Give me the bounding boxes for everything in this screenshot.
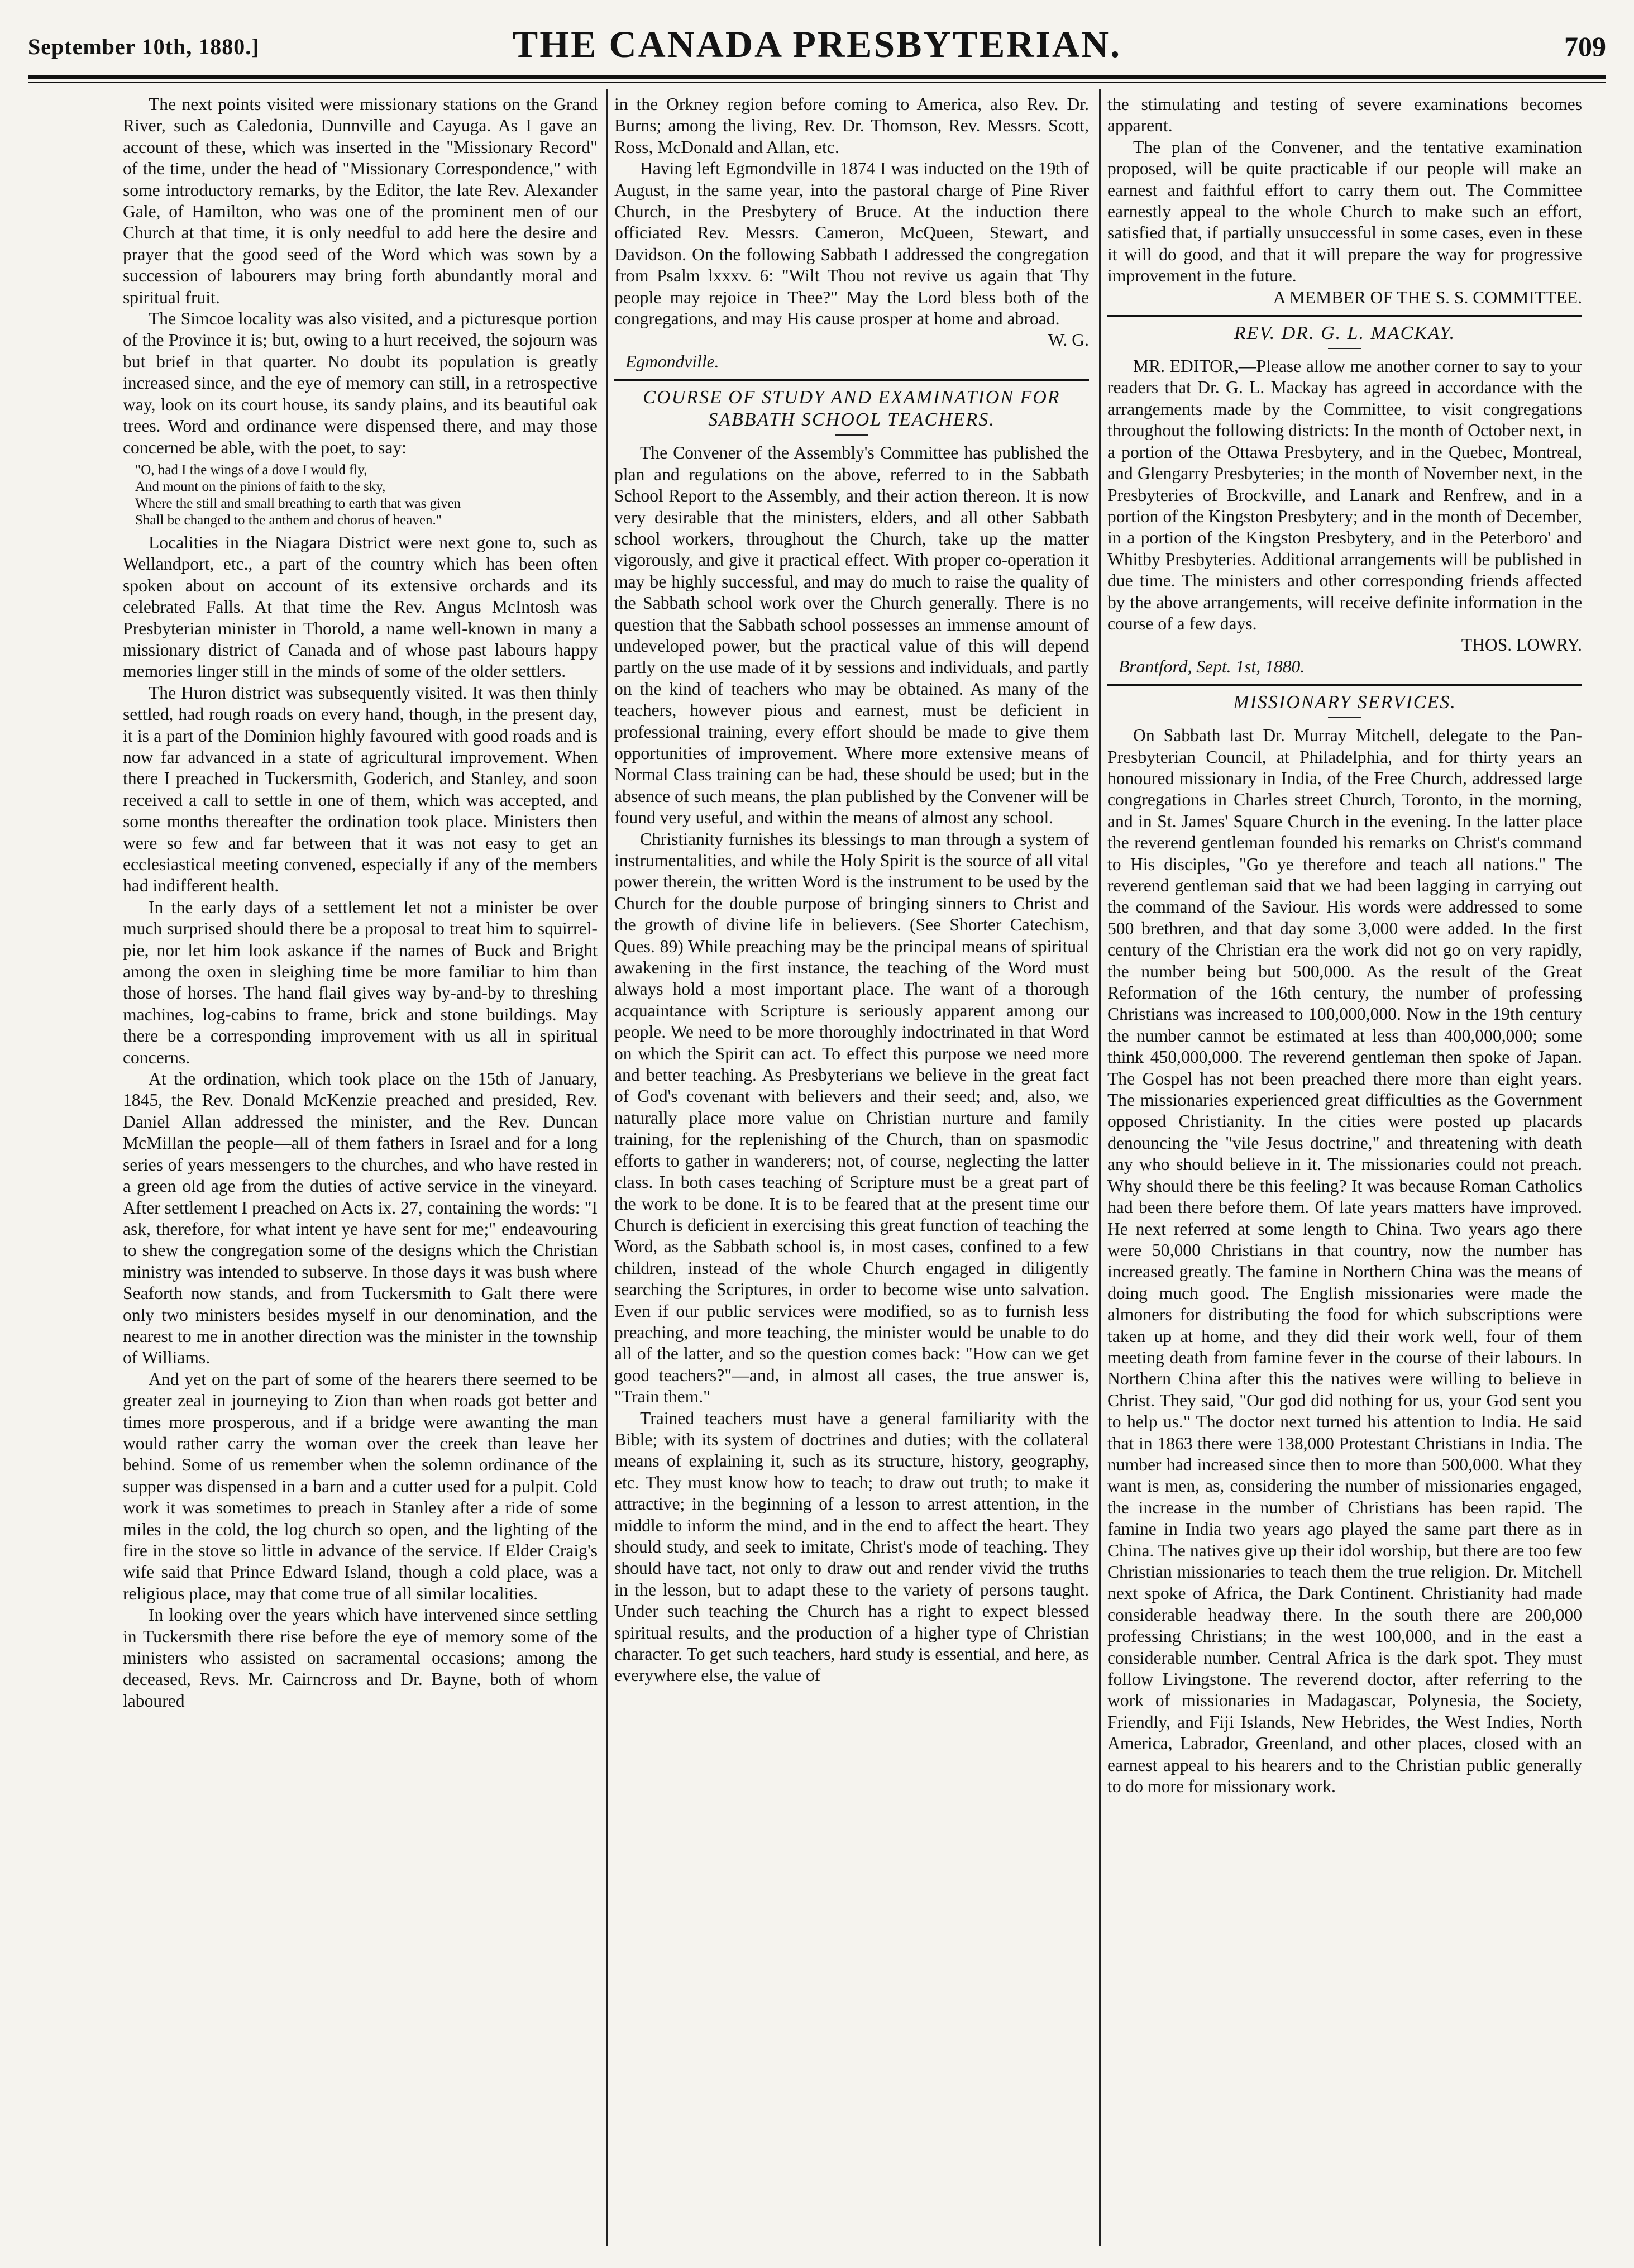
poem-line: Shall be changed to the anthem and chorus of heaven." xyxy=(135,512,442,528)
title-dash xyxy=(1328,717,1361,718)
section-rule xyxy=(614,379,1089,381)
paragraph: The next points visited were missionary stations on the Grand River, such as Caledonia, Dunnville and Cayuga. As I gave an account of these, which was inserted in the "Missionary Record" of the time, under the head of "Missionary Correspondence," with some introductory remarks, by the Editor, the late Rev. Alexander Gale, of Hamilton, who was one of the prominent men of our Church at that time, it is only needful to add here the desire and prayer that the good seed of the Word which was sown by a succession of labourers may bring forth abundantly moral and spiritual fruit. xyxy=(123,94,598,307)
publication-title: THE CANADA PRESBYTERIAN. xyxy=(512,23,1122,65)
paragraph: The plan of the Convener, and the tentative examination proposed, will be quite practicable if our people will make an earnest and faithful effort to carry them out. The Committee earnestly appeal to the whole Church to make such an effort, satisfied that, if partially unsuccessful in some cases, even in these it will do good, and that it will prepare the way for progressive improvement in the future. xyxy=(1107,137,1582,286)
paragraph: On Sabbath last Dr. Murray Mitchell, delegate to the Pan-Presbyterian Council, at Philadelphia, and for thirty years an honoured missionary in India, of the Free Church, addressed large congregations in Charles street Church, Toronto, in the morning, and in St. James' Square Church in the evening. In the latter place the reverend gentleman founded his remarks on Christ's command to His disciples, "Go ye therefore and teach all nations." The reverend gentleman said that we had been lagging in carrying out the command of the Saviour. His words were addressed to some 500 brethren, and that day some 3,000 were added. In the first century of the Christian era the work did not go on very rapidly, the number being but 500,000. As the result of the Great Reformation of the 16th century, the number of professing Christians was increased to 100,000,000. Now in the 19th century the number cannot be estimated at less than 400,000,000; some think 450,000,000. The reverend gentleman then spoke of Japan. The Gospel has not been preached there more than eight years. The missionaries experienced great difficulties as the Government opposed Christianity. In the cities were posted up placards denouncing the "vile Jesus doctrine," and threatening with death any who should believe in it. The missionaries could not preach. Why should there be this feeling? It was because Roman Catholics had been there before them. Of late years matters have improved. He next referred at some length to China. Two years ago there were 50,000 Christians in that country, now the number has increased greatly. The famine in Northern China was the means of doing much good. The English missionaries were made the almoners for distributing the food for which subscriptions were taken up at home, and they did their work well, four of them meeting death from famine fever in the course of their labours. In Northern China after this the natives were willing to believe in Christ. They said, "Our god did nothing for us, your God sent you to help us." The doctor next turned his attention to India. He said that in 1863 there were 138,000 Protestant Christians in India. The number had increased since then to more than 500,000. What they want is men, as, considering the number of missionaries engaged, the increase in the number of Christians has been rapid. The famine in India two years ago played the same part there as in China. The natives give up their idol worship, but there are too few Christian missionaries to teach them the true religion. Dr. Mitchell next spoke of Africa, the Dark Continent. Christianity had made considerable headway there. In the south there are 200,000 professing Christians; in the west 100,000, and in the east a considerable number. Central Africa is the dark spot. They must follow Livingstone. The reverend doctor, after referring to the work of missionaries in Madagascar, Polynesia, the Society, Friendly, and Fiji Islands, New Hebrides, the West Indies, North America, Labrador, Greenland, and other places, closed with an earnest appeal to his hearers and to the Christian public generally to do more for missionary work. xyxy=(1107,725,1582,1797)
paragraph: in the Orkney region before coming to America, also Rev. Dr. Burns; among the living, Rev. Dr. Thomson, Rev. Messrs. Scott, Ross, McDonald and Allan, etc. xyxy=(614,94,1089,157)
section-rule xyxy=(1107,315,1582,317)
title-dash xyxy=(835,434,868,436)
paragraph: MR. EDITOR,—Please allow me another corner to say to your readers that Dr. G. L. Mackay has agreed in accordance with the arrangements made by the Committee, to visit congregations throughout the following districts: In the month of October next, in a portion of the Ottawa Presbytery, and in the Quebec, Montreal, and Glengarry Presbyteries; in the month of November next, in the Presbyteries of Brockville, and Lanark and Renfrew, and in a portion of the Kingston Presbytery; and in the month of December, in a portion of the Kingston Presbytery, and in the Peterboro' and Whitby Presbyteries. Additional arrangements will be published in due time. The ministers and other corresponding friends affected by the above arrangements, will receive definite information in the course of a few days. xyxy=(1107,356,1582,633)
signature: A MEMBER OF THE S. S. COMMITTEE. xyxy=(1273,287,1582,307)
paragraph: Having left Egmondville in 1874 I was inducted on the 19th of August, in the same year, into the pastoral charge of Pine River Church, in the Presbytery of Bruce. At the induction there officiated Rev. Messrs. Cameron, McQueen, Stewart, and Davidson. On the following Sabbath I addressed the congregation from Psalm lxxxv. 6: "Wilt Thou not revive us again that Thy people may rejoice in Thee?" May the Lord bless both of the congregations, and may His cause prosper at home and abroad. xyxy=(614,159,1089,329)
paragraph: In looking over the years which have intervened since settling in Tuckersmith there rise before the eye of memory some of the ministers who assisted on sacramental occasions; among the deceased, Revs. Mr. Cairncross and Dr. Bayne, both of whom laboured xyxy=(123,1605,598,1711)
paragraph: In the early days of a settlement let not a minister be over much surprised should there be a proposal to treat him to squirrel-pie, nor let him look askance if the names of Buck and Bright among the oxen in sleighing time be more familiar to him than those of horses. The hand flail gives way by-and-by to threshing machines, log-cabins to frame, brick and stone buildings. May there be a corresponding improvement with us all in spiritual concerns. xyxy=(123,897,598,1067)
dateline: Brantford, Sept. 1st, 1880. xyxy=(1119,656,1305,676)
title-dash xyxy=(1328,348,1361,349)
section-title: COURSE OF STUDY AND EXAMINATION FOR SABBATH SCHOOL TEACHERS. xyxy=(643,387,1060,431)
paragraph: The Convener of the Assembly's Committee has published the plan and regulations on the above, referred to in the Sabbath School Report to the Assembly, and their action thereon. It is now very desirable that the ministers, elders, and all other Sabbath school workers, throughout the Church, take up the matter vigorously, and give it practical effect. With proper co-operation it may be highly successful, and may do much to raise the quality of the Sabbath school work over the Church generally. There is no question that the Sabbath school possesses an immense amount of undeveloped power, but the practical value of this will depend partly on the use made of it by sessions and individuals, and partly on the kind of teachers who may be obtained. As many of the teachers, however pious and earnest, must be deficient in professional training, every effort should be made to give them opportunities of improvement. Where more extensive means of Normal Class training can be had, these should be used; but in the absence of such means, the plan published by the Convener will be found very useful, and within the means of almost any school. xyxy=(614,443,1089,828)
signature: THOS. LOWRY. xyxy=(1461,635,1582,655)
signature: W. G. xyxy=(1048,330,1089,350)
poem-line: "O, had I the wings of a dove I would fly, xyxy=(135,462,367,478)
section-rule xyxy=(1107,684,1582,686)
section-title: REV. DR. G. L. MACKAY. xyxy=(1234,323,1456,344)
section-title: MISSIONARY SERVICES. xyxy=(1233,692,1456,713)
dateline: Egmondville. xyxy=(625,351,719,371)
poem-line: And mount on the pinions of faith to the sky, xyxy=(135,479,386,494)
page-header xyxy=(28,22,1606,73)
paragraph: The Huron district was subsequently visited. It was then thinly settled, had rough roads on every hand, though, in the present day, it is a part of the Dominion highly favoured with good roads and is now far advanced in a state of agricultural improvement. When there I preached in Tuckersmith, Goderich, and Stanley, and soon received a call to settle in one of them, which was accepted, and some months thereafter the ordination took place. Ministers then were so few and far between that it was not easy to get an ecclesiastical meeting convened, especially if any of the members had indifferent health. xyxy=(123,682,598,896)
column-divider xyxy=(1099,89,1101,2246)
paragraph: At the ordination, which took place on the 15th of January, 1845, the Rev. Donald McKenzie preached and presided, Rev. Daniel Allan addressed the minister, and the Rev. Duncan McMillan the people—all of them fathers in Israel and for a long series of years messengers to the churches, and who have rested in a green old age from the duties of active service in the vineyard. After settlement I preached on Acts ix. 27, containing the words: "I ask, therefore, for what intent ye have sent for me;" endeavouring to shew the congregation some of the designs which the Christian ministry was intended to subserve. In those days it was bush where Seaforth now stands, and from Tuckersmith to Galt there were only two ministers besides myself in our denomination, and the nearest to me in another direction was the minister in the township of Williams. xyxy=(123,1069,598,1368)
column-divider xyxy=(606,89,608,2246)
column-3 xyxy=(1107,94,1582,2246)
paragraph: Trained teachers must have a general familiarity with the Bible; with its system of doctrines and duties; with the collateral means of explaining it, such as its structure, history, geography, etc. They must know how to teach; to draw out truth; to make it attractive; in the beginning of a lesson to arrest attention, in the middle to inform the mind, and in the end to affect the heart. They should study, and seek to imitate, Christ's mode of teaching. They should have tact, not only to draw out and render vivid the truths in the lesson, but to adapt these to the variety of persons taught. Under such teaching the Church has a right to expect blessed spiritual results, and the production of a higher type of Christian character. To get such teachers, hard study is essential, and here, as everywhere else, the value of xyxy=(614,1408,1089,1686)
paragraph: The Simcoe locality was also visited, and a picturesque portion of the Province it is; but, owing to a hurt received, the sojourn was but brief in that quarter. No doubt its population is greatly increased since, and the eye of memory can still, in a retrospective way, look on its court house, its sandy plains, and its beautiful oak trees. Word and ordinance were dispensed there, and may those concerned be able, with the poet, to say: xyxy=(123,309,598,457)
header-date: September 10th, 1880.] xyxy=(28,34,260,59)
header-rule xyxy=(28,75,1606,79)
poem-line: Where the still and small breathing to earth that was given xyxy=(135,495,461,511)
page-number: 709 xyxy=(1564,31,1606,62)
paragraph: the stimulating and testing of severe examinations becomes apparent. xyxy=(1107,94,1582,136)
paragraph: And yet on the part of some of the hearers there seemed to be greater zeal in journeying to Zion than when roads got better and times more prosperous, and if a bridge were awanting the man would rather carry the woman over the creek than leave her behind. Some of us remember when the solemn ordinance of the supper was dispensed in a barn and a cutter used for a pulpit. Cold work it was sometimes to preach in Stanley after a ride of some miles in the cold, the log church so open, and the lighting of the fire in the stove so little in advance of the service. If Elder Craig's wife said that Prince Edward Island, though a cold place, was a religious place, may that come true of all similar localities. xyxy=(123,1369,598,1603)
paragraph: Localities in the Niagara District were next gone to, such as Wellandport, etc., a part of the country which has been often spoken about on account of its extensive orchards and its celebrated Falls. At that time the Rev. Angus McIntosh was Presbyterian minister in Thorold, a name well-known in many a missionary district of Canada and of whose past labours happy memories linger still in the minds of some of the older settlers. xyxy=(123,532,598,681)
header-rule-thin xyxy=(28,82,1606,83)
column-2 xyxy=(614,94,1089,2246)
paragraph: Christianity furnishes its blessings to man through a system of instrumentalities, and while the Holy Spirit is the source of all vital power therein, the written Word is the instrument to be used by the Church for the double purpose of bringing sinners to Christ and the growth of divine life in believers. (See Shorter Catechism, Ques. 89) While preaching may be the principal means of spiritual awakening in the first instance, the teaching of the Word must always hold a most important place. The want of a thorough acquaintance with Scripture is seriously apparent among our people. We need to be more thoroughly indoctrinated in that Word on which the Spirit can act. To effect this purpose we need more and better teaching. As Presbyterians we believe in the great fact of God's covenant with believers and their seed; and, also, we naturally place more value on Christian nurture and family training, for the replenishing of the Church, than on spasmodic efforts to gather in wanderers; not, of course, neglecting the latter class. In both cases teaching of Scripture must be a great part of the work to be done. It is to be feared that at the present time our Church is deficient in exercising this great function of teaching the Word, as the Sabbath school is, in most cases, confined to a few children, instead of the whole Church engaged in diligently searching the Scriptures, in order to become wise unto salvation. Even if our public services were modified, so as to furnish less preaching, and more teaching, the minister would be unable to do all of the latter, and so the question comes back: "How can we get good teachers?"—and, in almost all cases, the true answer is, "Train them." xyxy=(614,829,1089,1407)
column-1 xyxy=(123,94,598,2246)
poem-quote xyxy=(135,462,598,529)
